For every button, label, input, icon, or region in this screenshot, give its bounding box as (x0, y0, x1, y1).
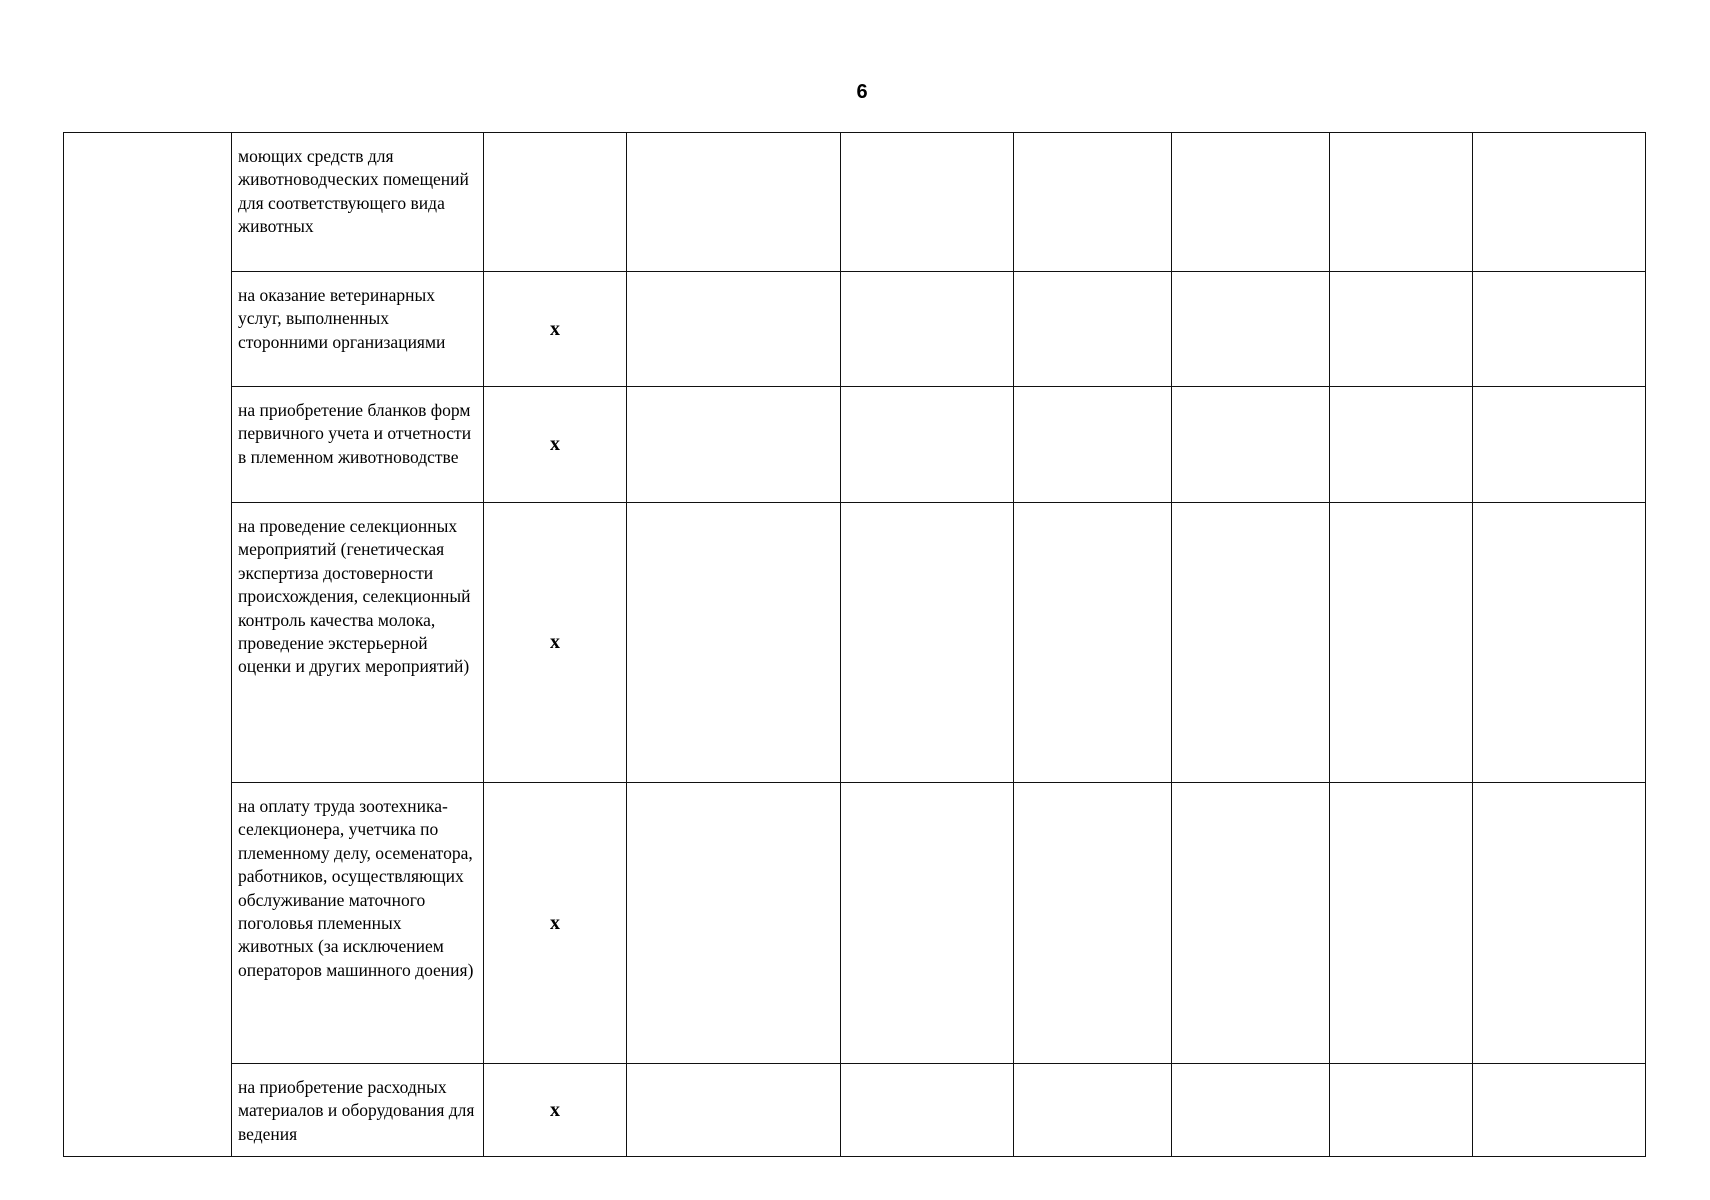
empty-cell (1330, 387, 1473, 503)
empty-cell (1014, 133, 1172, 272)
row-mark: х (484, 1064, 627, 1157)
row-description: на оплату труда зоотехника-селекционера, учетчика по племенному делу, осеменатора, работников, осуществляющих обслуживание маточного поголовья племенных животных (за исключением операторов машинного доения) (232, 783, 484, 1064)
empty-cell (841, 272, 1014, 387)
empty-cell (1473, 503, 1646, 783)
page-number: 6 (856, 81, 868, 103)
table-row (64, 387, 1646, 503)
empty-cell (1473, 387, 1646, 503)
empty-cell (1014, 783, 1172, 1064)
empty-cell (1473, 272, 1646, 387)
row-description: на оказание ветеринарных услуг, выполненных сторонними организациями (232, 272, 484, 387)
empty-cell (1330, 272, 1473, 387)
empty-cell (627, 133, 841, 272)
budget-table (63, 132, 1646, 1157)
empty-cell (1172, 133, 1330, 272)
empty-cell (1330, 783, 1473, 1064)
empty-cell (627, 272, 841, 387)
row-description: на приобретение бланков форм первичного учета и отчетности в племенном животноводстве (232, 387, 484, 503)
row-mark: х (484, 272, 627, 387)
empty-cell (841, 387, 1014, 503)
empty-cell (841, 783, 1014, 1064)
empty-cell (1014, 1064, 1172, 1157)
empty-cell (1473, 133, 1646, 272)
row-group-cell (64, 133, 232, 1157)
empty-cell (1014, 503, 1172, 783)
empty-cell (1473, 783, 1646, 1064)
table-row (64, 272, 1646, 387)
table-row (64, 133, 1646, 272)
empty-cell (627, 783, 841, 1064)
row-description: на проведение селекционных мероприятий (генетическая экспертиза достоверности происхождения, селекционный контроль качества молока, проведение экстерьерной оценки и других мероприятий) (232, 503, 484, 783)
empty-cell (841, 133, 1014, 272)
empty-cell (1172, 783, 1330, 1064)
table-row (64, 1064, 1646, 1157)
table-row (64, 503, 1646, 783)
empty-cell (1172, 272, 1330, 387)
empty-cell (1330, 133, 1473, 272)
row-mark: х (484, 387, 627, 503)
empty-cell (1330, 503, 1473, 783)
empty-cell (841, 503, 1014, 783)
table-row (64, 783, 1646, 1064)
row-mark: х (484, 783, 627, 1064)
empty-cell (627, 387, 841, 503)
row-mark (484, 133, 627, 272)
row-description: моющих средств для животноводческих помещений для соответствующего вида животных (232, 133, 484, 272)
empty-cell (1473, 1064, 1646, 1157)
empty-cell (627, 1064, 841, 1157)
empty-cell (1172, 1064, 1330, 1157)
empty-cell (1330, 1064, 1473, 1157)
row-description: на приобретение расходных материалов и оборудования для ведения (232, 1064, 484, 1157)
empty-cell (1014, 272, 1172, 387)
empty-cell (841, 1064, 1014, 1157)
empty-cell (627, 503, 841, 783)
empty-cell (1172, 387, 1330, 503)
empty-cell (1014, 387, 1172, 503)
row-mark: х (484, 503, 627, 783)
empty-cell (1172, 503, 1330, 783)
